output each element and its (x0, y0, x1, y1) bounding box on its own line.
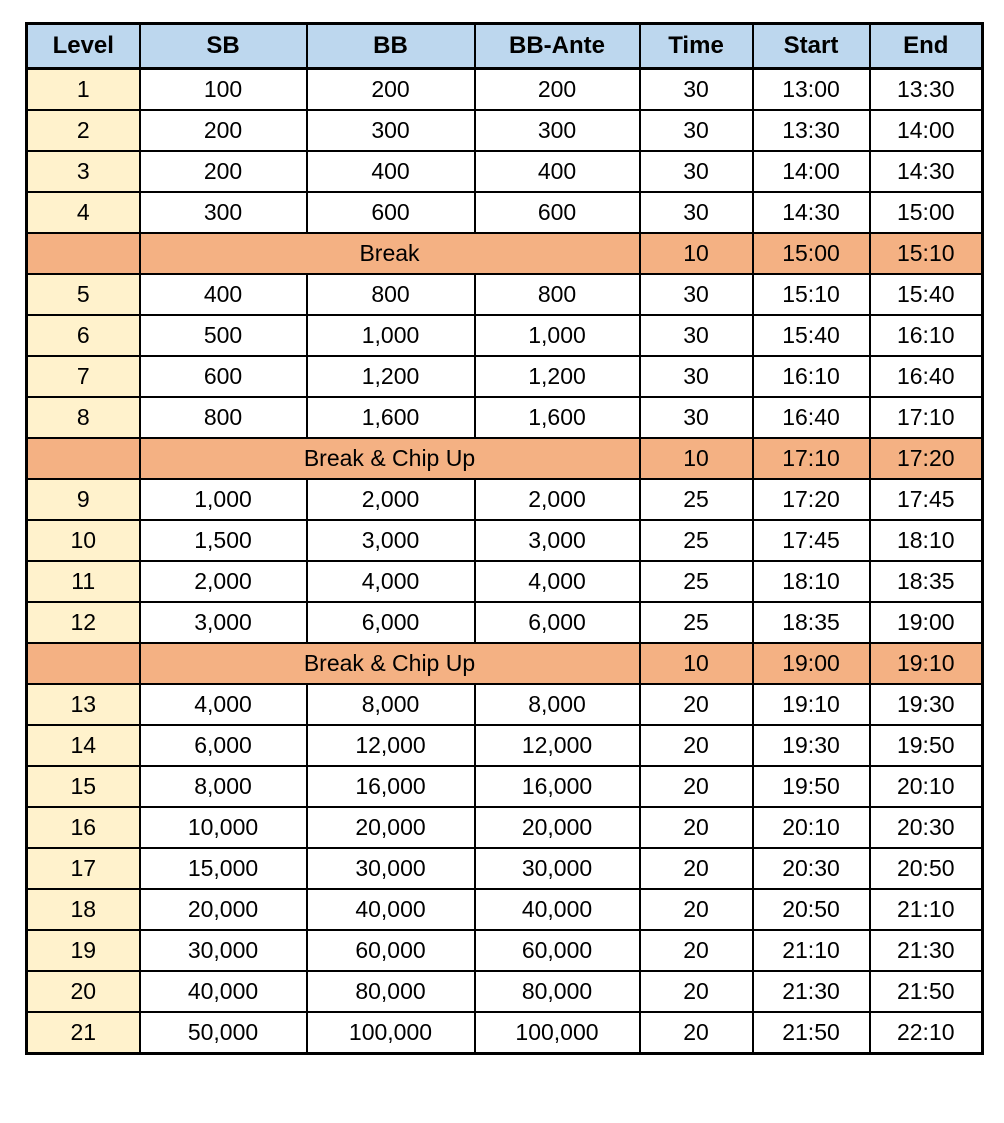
table-header (27, 24, 983, 69)
col-header-end: End (870, 24, 983, 69)
level-cell: 13 (27, 684, 140, 725)
time-cell: 20 (640, 889, 753, 930)
level-row (27, 971, 983, 1012)
start-cell: 17:20 (753, 479, 870, 520)
end-cell: 14:00 (870, 110, 983, 151)
sb-cell: 100 (140, 69, 307, 111)
bb-ante-cell: 1,600 (475, 397, 640, 438)
start-cell: 19:30 (753, 725, 870, 766)
start-cell: 19:50 (753, 766, 870, 807)
level-row (27, 848, 983, 889)
level-cell: 3 (27, 151, 140, 192)
level-row (27, 69, 983, 111)
level-row (27, 356, 983, 397)
col-header-level: Level (27, 24, 140, 69)
level-row (27, 561, 983, 602)
time-cell: 30 (640, 274, 753, 315)
time-cell: 20 (640, 684, 753, 725)
col-header-bb-ante: BB-Ante (475, 24, 640, 69)
time-cell: 30 (640, 151, 753, 192)
start-cell: 16:40 (753, 397, 870, 438)
level-cell: 14 (27, 725, 140, 766)
level-cell: 19 (27, 930, 140, 971)
level-cell: 6 (27, 315, 140, 356)
bb-cell: 1,200 (307, 356, 475, 397)
end-cell: 15:40 (870, 274, 983, 315)
break-start-cell: 15:00 (753, 233, 870, 274)
time-cell: 20 (640, 807, 753, 848)
level-row (27, 889, 983, 930)
level-cell: 8 (27, 397, 140, 438)
start-cell: 20:10 (753, 807, 870, 848)
level-row (27, 930, 983, 971)
break-start-cell: 17:10 (753, 438, 870, 479)
level-cell: 12 (27, 602, 140, 643)
level-cell: 1 (27, 69, 140, 111)
break-level-cell (27, 233, 140, 274)
break-level-cell (27, 643, 140, 684)
blind-structure-table (25, 22, 984, 1055)
sb-cell: 50,000 (140, 1012, 307, 1054)
end-cell: 19:00 (870, 602, 983, 643)
end-cell: 16:10 (870, 315, 983, 356)
col-header-sb: SB (140, 24, 307, 69)
end-cell: 22:10 (870, 1012, 983, 1054)
bb-ante-cell: 20,000 (475, 807, 640, 848)
sb-cell: 200 (140, 151, 307, 192)
start-cell: 19:10 (753, 684, 870, 725)
sb-cell: 6,000 (140, 725, 307, 766)
level-row (27, 479, 983, 520)
sb-cell: 30,000 (140, 930, 307, 971)
sb-cell: 1,500 (140, 520, 307, 561)
start-cell: 16:10 (753, 356, 870, 397)
bb-ante-cell: 600 (475, 192, 640, 233)
level-row (27, 110, 983, 151)
bb-ante-cell: 200 (475, 69, 640, 111)
level-cell: 21 (27, 1012, 140, 1054)
bb-cell: 4,000 (307, 561, 475, 602)
sb-cell: 1,000 (140, 479, 307, 520)
sb-cell: 300 (140, 192, 307, 233)
end-cell: 20:50 (870, 848, 983, 889)
level-cell: 10 (27, 520, 140, 561)
start-cell: 20:50 (753, 889, 870, 930)
end-cell: 14:30 (870, 151, 983, 192)
bb-ante-cell: 80,000 (475, 971, 640, 1012)
sb-cell: 2,000 (140, 561, 307, 602)
level-row (27, 397, 983, 438)
break-time-cell: 10 (640, 643, 753, 684)
break-label-cell: Break (140, 233, 640, 274)
time-cell: 30 (640, 192, 753, 233)
end-cell: 19:50 (870, 725, 983, 766)
start-cell: 15:10 (753, 274, 870, 315)
level-row (27, 1012, 983, 1054)
bb-ante-cell: 40,000 (475, 889, 640, 930)
end-cell: 20:10 (870, 766, 983, 807)
time-cell: 25 (640, 561, 753, 602)
bb-cell: 400 (307, 151, 475, 192)
time-cell: 30 (640, 356, 753, 397)
bb-ante-cell: 8,000 (475, 684, 640, 725)
start-cell: 18:10 (753, 561, 870, 602)
level-cell: 17 (27, 848, 140, 889)
bb-ante-cell: 100,000 (475, 1012, 640, 1054)
header-row (27, 24, 983, 69)
level-cell: 18 (27, 889, 140, 930)
bb-ante-cell: 60,000 (475, 930, 640, 971)
table-body (27, 69, 983, 1054)
bb-cell: 200 (307, 69, 475, 111)
bb-cell: 300 (307, 110, 475, 151)
end-cell: 18:35 (870, 561, 983, 602)
level-row (27, 684, 983, 725)
bb-cell: 12,000 (307, 725, 475, 766)
bb-cell: 16,000 (307, 766, 475, 807)
start-cell: 15:40 (753, 315, 870, 356)
sb-cell: 20,000 (140, 889, 307, 930)
blind-structure-container (25, 22, 984, 1055)
level-row (27, 192, 983, 233)
bb-ante-cell: 2,000 (475, 479, 640, 520)
col-header-start: Start (753, 24, 870, 69)
end-cell: 18:10 (870, 520, 983, 561)
time-cell: 20 (640, 971, 753, 1012)
break-level-cell (27, 438, 140, 479)
level-cell: 4 (27, 192, 140, 233)
time-cell: 20 (640, 1012, 753, 1054)
bb-cell: 60,000 (307, 930, 475, 971)
time-cell: 20 (640, 848, 753, 889)
bb-ante-cell: 3,000 (475, 520, 640, 561)
col-header-bb: BB (307, 24, 475, 69)
sb-cell: 4,000 (140, 684, 307, 725)
level-cell: 7 (27, 356, 140, 397)
break-start-cell: 19:00 (753, 643, 870, 684)
level-cell: 9 (27, 479, 140, 520)
start-cell: 18:35 (753, 602, 870, 643)
start-cell: 13:30 (753, 110, 870, 151)
bb-cell: 1,000 (307, 315, 475, 356)
sb-cell: 40,000 (140, 971, 307, 1012)
level-row (27, 151, 983, 192)
start-cell: 20:30 (753, 848, 870, 889)
break-end-cell: 19:10 (870, 643, 983, 684)
end-cell: 17:45 (870, 479, 983, 520)
time-cell: 30 (640, 315, 753, 356)
end-cell: 15:00 (870, 192, 983, 233)
sb-cell: 10,000 (140, 807, 307, 848)
end-cell: 13:30 (870, 69, 983, 111)
sb-cell: 400 (140, 274, 307, 315)
start-cell: 13:00 (753, 69, 870, 111)
level-cell: 5 (27, 274, 140, 315)
level-row (27, 274, 983, 315)
bb-cell: 600 (307, 192, 475, 233)
break-row (27, 438, 983, 479)
end-cell: 21:30 (870, 930, 983, 971)
col-header-time: Time (640, 24, 753, 69)
bb-ante-cell: 1,200 (475, 356, 640, 397)
bb-ante-cell: 6,000 (475, 602, 640, 643)
break-end-cell: 15:10 (870, 233, 983, 274)
level-row (27, 766, 983, 807)
bb-cell: 8,000 (307, 684, 475, 725)
level-row (27, 520, 983, 561)
level-cell: 2 (27, 110, 140, 151)
break-end-cell: 17:20 (870, 438, 983, 479)
time-cell: 30 (640, 69, 753, 111)
bb-ante-cell: 400 (475, 151, 640, 192)
bb-cell: 100,000 (307, 1012, 475, 1054)
sb-cell: 800 (140, 397, 307, 438)
break-time-cell: 10 (640, 438, 753, 479)
sb-cell: 500 (140, 315, 307, 356)
time-cell: 30 (640, 110, 753, 151)
level-cell: 15 (27, 766, 140, 807)
level-cell: 20 (27, 971, 140, 1012)
time-cell: 20 (640, 930, 753, 971)
sb-cell: 600 (140, 356, 307, 397)
start-cell: 14:30 (753, 192, 870, 233)
bb-cell: 20,000 (307, 807, 475, 848)
bb-ante-cell: 30,000 (475, 848, 640, 889)
bb-cell: 40,000 (307, 889, 475, 930)
bb-cell: 2,000 (307, 479, 475, 520)
sb-cell: 3,000 (140, 602, 307, 643)
time-cell: 25 (640, 479, 753, 520)
level-row (27, 807, 983, 848)
level-cell: 11 (27, 561, 140, 602)
bb-cell: 1,600 (307, 397, 475, 438)
break-row (27, 643, 983, 684)
level-row (27, 315, 983, 356)
time-cell: 25 (640, 602, 753, 643)
start-cell: 21:30 (753, 971, 870, 1012)
end-cell: 16:40 (870, 356, 983, 397)
start-cell: 21:10 (753, 930, 870, 971)
bb-ante-cell: 12,000 (475, 725, 640, 766)
end-cell: 21:10 (870, 889, 983, 930)
break-time-cell: 10 (640, 233, 753, 274)
break-label-cell: Break & Chip Up (140, 643, 640, 684)
bb-cell: 800 (307, 274, 475, 315)
sb-cell: 8,000 (140, 766, 307, 807)
bb-ante-cell: 16,000 (475, 766, 640, 807)
time-cell: 20 (640, 766, 753, 807)
bb-ante-cell: 300 (475, 110, 640, 151)
level-cell: 16 (27, 807, 140, 848)
bb-ante-cell: 4,000 (475, 561, 640, 602)
level-row (27, 725, 983, 766)
time-cell: 20 (640, 725, 753, 766)
end-cell: 19:30 (870, 684, 983, 725)
break-row (27, 233, 983, 274)
bb-cell: 3,000 (307, 520, 475, 561)
end-cell: 21:50 (870, 971, 983, 1012)
bb-ante-cell: 1,000 (475, 315, 640, 356)
break-label-cell: Break & Chip Up (140, 438, 640, 479)
time-cell: 30 (640, 397, 753, 438)
sb-cell: 15,000 (140, 848, 307, 889)
sb-cell: 200 (140, 110, 307, 151)
start-cell: 21:50 (753, 1012, 870, 1054)
start-cell: 14:00 (753, 151, 870, 192)
bb-cell: 6,000 (307, 602, 475, 643)
bb-cell: 80,000 (307, 971, 475, 1012)
level-row (27, 602, 983, 643)
start-cell: 17:45 (753, 520, 870, 561)
bb-cell: 30,000 (307, 848, 475, 889)
time-cell: 25 (640, 520, 753, 561)
end-cell: 20:30 (870, 807, 983, 848)
end-cell: 17:10 (870, 397, 983, 438)
bb-ante-cell: 800 (475, 274, 640, 315)
